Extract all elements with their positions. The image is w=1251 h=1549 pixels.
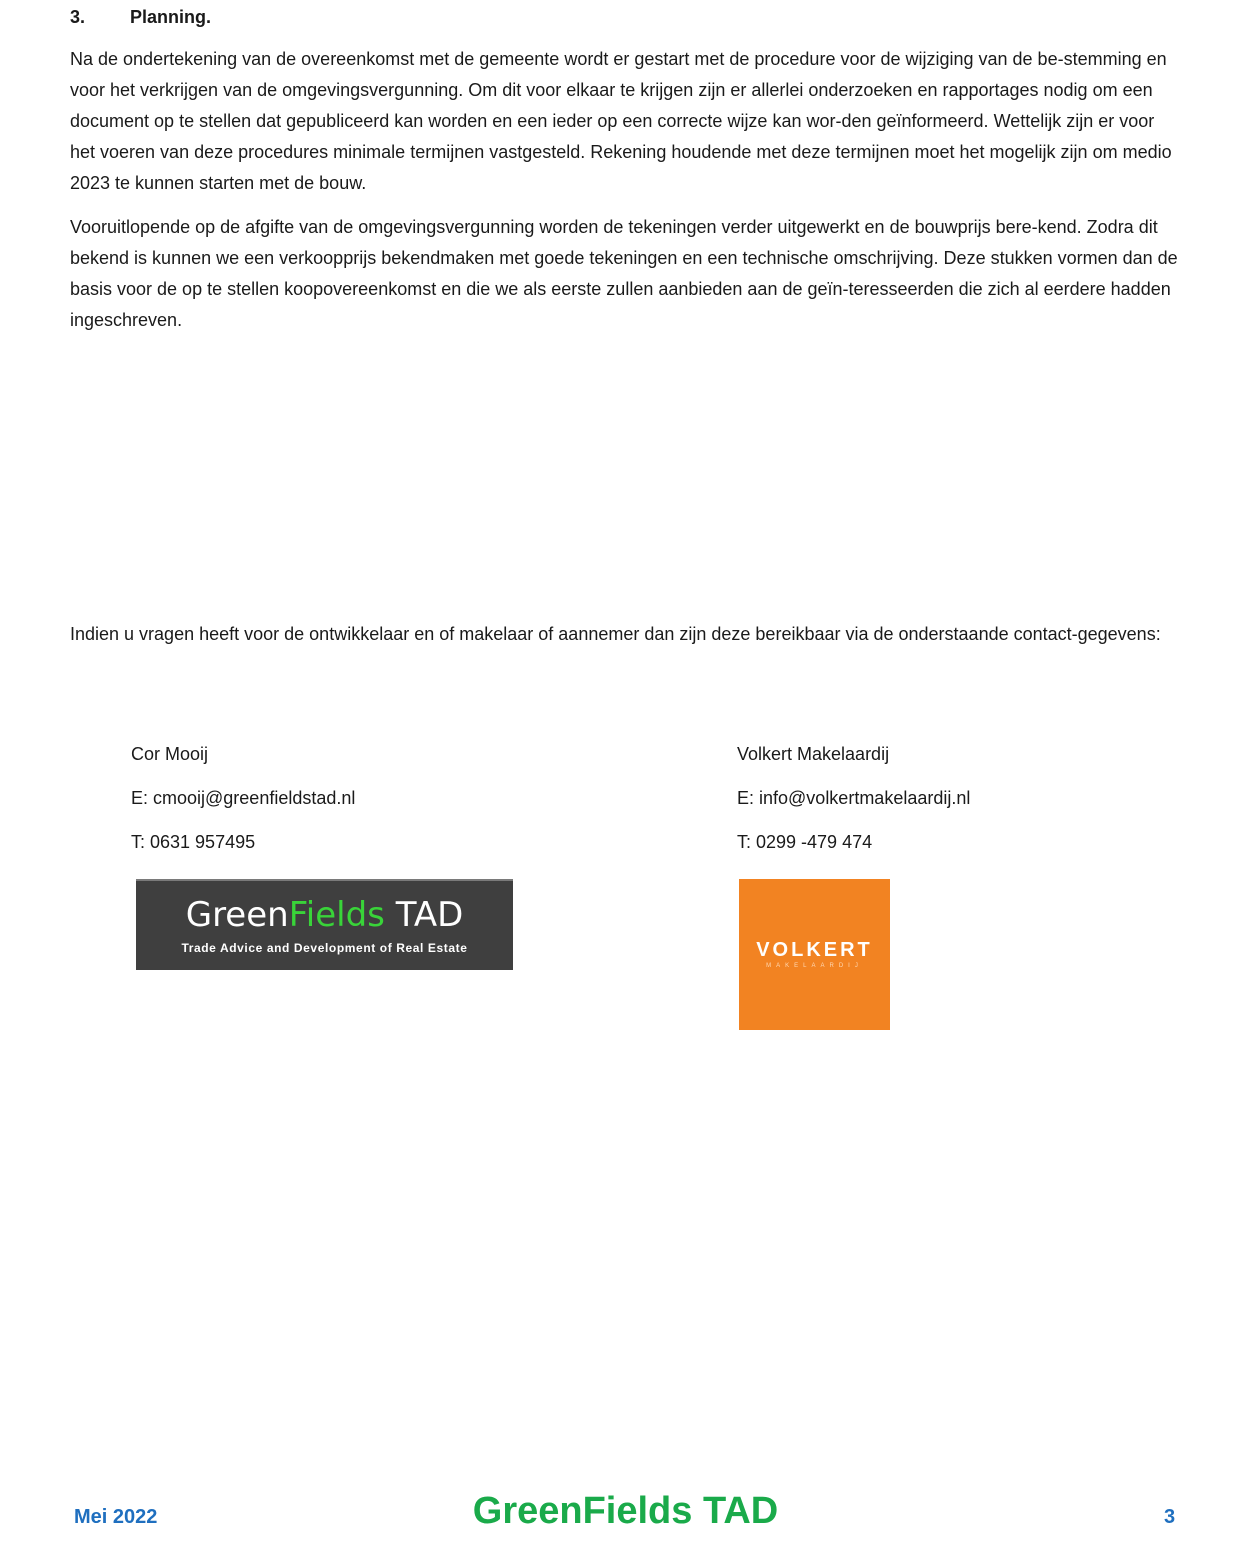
contact-email[interactable]: E: info@volkertmakelaardij.nl xyxy=(737,788,971,808)
paragraph-pricing: Vooruitlopende op de afgifte van de omgevingsvergunning worden de tekeningen verder uitgewerkt en de bouwprijs bere-kend. Zodra dit bekend is kunnen we een verkoopprijs bekendmaken met goede tekeningen en een technische omschrijving. Deze stukken vormen dan de basis voor de op te stellen koopovereenkomst en die we als eerste zullen aanbieden aan de geïn-teresseerden die zich al eerdere hadden ingeschreven. xyxy=(70,217,1178,330)
paragraph-contact-intro: Indien u vragen heeft voor de ontwikkelaar en of makelaar of aannemer dan zijn deze bereikbaar via de onderstaande contact-gegevens: xyxy=(70,624,1161,644)
greenfields-logo xyxy=(136,879,513,970)
contact-name: Volkert Makelaardij xyxy=(737,744,890,764)
section-title: Planning. xyxy=(130,7,211,27)
volkert-logo-subtitle: MAKELAARDIJ xyxy=(766,963,863,969)
greenfields-logo-tagline: Trade Advice and Development of Real Estate xyxy=(181,941,468,955)
section-heading xyxy=(70,4,211,30)
page-number: 3 xyxy=(1164,1506,1176,1528)
greenfields-logo-wordmark: GreenFields TAD xyxy=(185,895,464,935)
contact-email[interactable]: E: cmooij@greenfieldstad.nl xyxy=(131,788,356,808)
volkert-logo xyxy=(739,879,890,1030)
contact-phone[interactable]: T: 0299 -479 474 xyxy=(737,832,873,852)
footer-date: Mei 2022 xyxy=(74,1506,158,1528)
contact-name: Cor Mooij xyxy=(131,744,209,764)
paragraph-procedure: Na de ondertekening van de overeenkomst met de gemeente wordt er gestart met de procedure voor de wijziging van de be-stemming en voor het verkrijgen van de omgevingsvergunning. Om dit voor elkaar te krijgen zijn er allerlei onderzoeken en rapportages nodig om een document op te stellen dat gepubliceerd kan worden en een ieder op een correcte wijze kan wor-den geïnformeerd. Wettelijk zijn er voor het voeren van deze procedures minimale termijnen vastgesteld. Rekening houdende met deze termijnen moet het mogelijk zijn om medio 2023 te kunnen starten met de bouw. xyxy=(70,49,1172,193)
section-number: 3. xyxy=(70,7,86,27)
footer-brand: GreenFields TAD xyxy=(472,1490,779,1532)
contact-phone[interactable]: T: 0631 957495 xyxy=(131,832,256,852)
volkert-logo-wordmark: VOLKERT xyxy=(756,939,873,961)
